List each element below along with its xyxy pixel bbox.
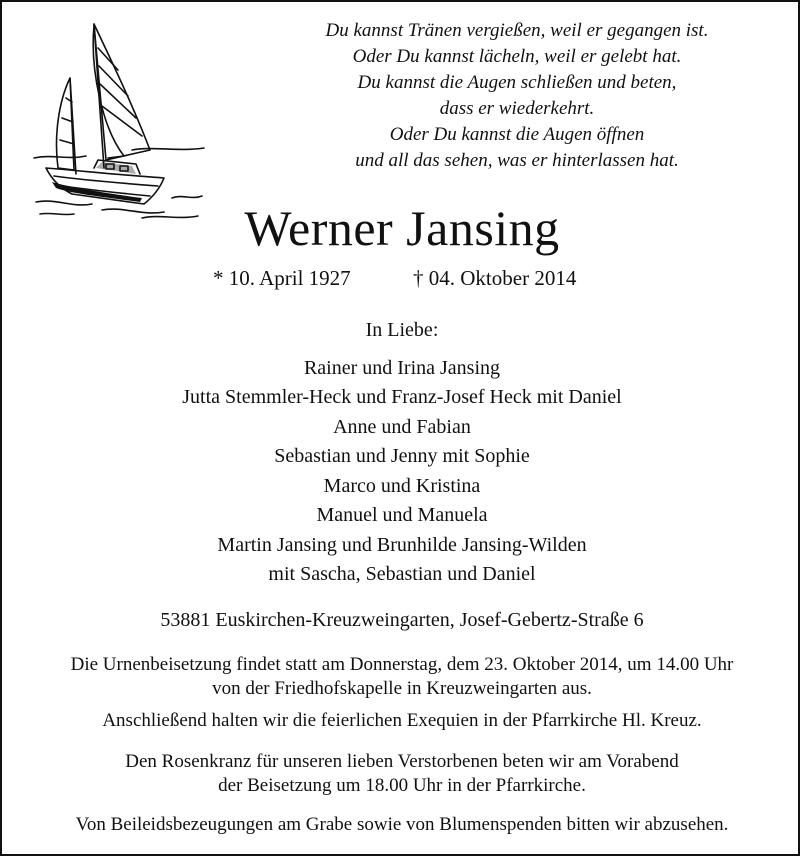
mourners-list [2, 316, 800, 590]
burial-line: Die Urnenbeisetzung findet statt am Donnerstag, dem 23. Oktober 2014, um 14.00 Uhr [70, 654, 734, 675]
memorial-poem [252, 18, 782, 174]
rosary-line: der Beisetzung um 18.00 Uhr in der Pfarrkirche. [218, 775, 586, 796]
condolences-notice: Von Beileidsbezeugungen am Grabe sowie von Blumenspenden bitten wir abzusehen. [75, 814, 729, 835]
family-address: 53881 Euskirchen-Kreuzweingarten, Josef-Gebertz-Straße 6 [160, 609, 644, 631]
mourner-line: Marco und Kristina [323, 474, 481, 497]
death-date: † 04. Oktober 2014 [413, 266, 577, 290]
poem-line: dass er wiederkehrt. [439, 98, 595, 119]
poem-line: Oder Du kannst die Augen öffnen [389, 124, 645, 145]
poem-line: und all das sehen, was er hinterlassen hat. [355, 150, 679, 171]
mourner-line: Sebastian und Jenny mit Sophie [274, 445, 530, 467]
deceased-name: Werner Jansing [244, 200, 560, 256]
mourners-intro: In Liebe: [365, 319, 439, 341]
mourner-line: mit Sascha, Sebastian und Daniel [268, 563, 536, 585]
poem-line: Oder Du kannst lächeln, weil er gelebt hat. [352, 46, 682, 67]
exequies-notice [2, 709, 800, 733]
mourner-line: Martin Jansing und Brunhilde Jansing-Wilden [217, 533, 587, 556]
burial-notice [2, 653, 800, 701]
poem-line: Du kannst Tränen vergießen, weil er gegangen ist. [325, 20, 709, 41]
mourner-line: Rainer und Irina Jansing [303, 356, 501, 379]
poem-line: Du kannst die Augen schließen und beten, [357, 72, 677, 93]
rosary-line: Den Rosenkranz für unseren lieben Verstorbenen beten wir am Vorabend [125, 751, 679, 772]
exequies-line: Anschließend halten wir die feierlichen Exequien in der Pfarrkirche Hl. Kreuz. [102, 710, 702, 731]
burial-line: von der Friedhofskapelle in Kreuzweingarten aus. [212, 678, 592, 699]
mourner-line: Jutta Stemmler-Heck und Franz-Josef Heck mit Daniel [182, 386, 622, 408]
sailboat-illustration [32, 18, 207, 223]
birth-date: * 10. April 1927 [213, 266, 351, 290]
mourner-line: Anne und Fabian [333, 415, 471, 438]
mourner-line: Manuel und Manuela [316, 504, 488, 526]
rosary-notice [2, 750, 800, 798]
